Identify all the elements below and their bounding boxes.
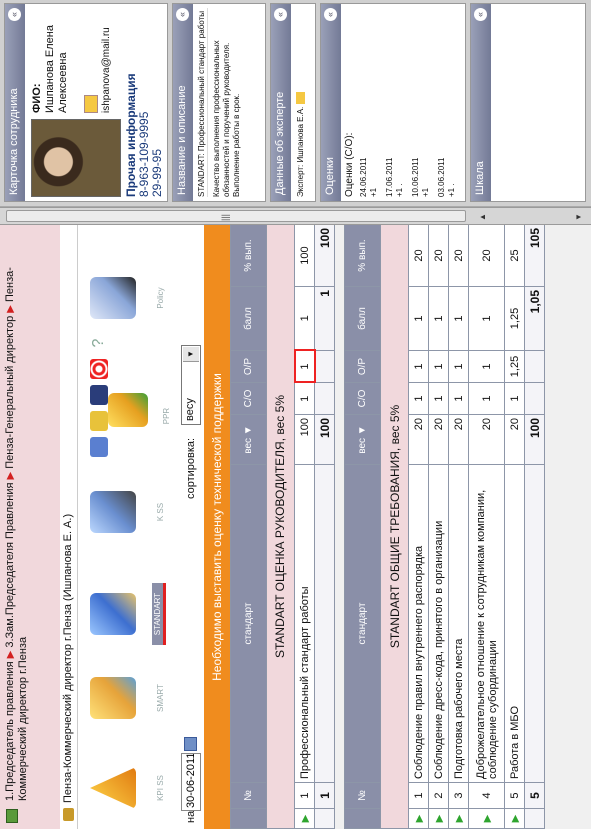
play-icon[interactable]: ▶ [433, 814, 445, 823]
email-icon[interactable] [84, 95, 98, 113]
vertical-splitter-scrollbar[interactable] [0, 207, 591, 225]
panel-header [5, 4, 25, 201]
row-op[interactable]: 1 [449, 351, 469, 383]
header-co: С/О [231, 383, 267, 415]
total-ball: 1 [315, 287, 335, 351]
header-weight-label: вес [357, 437, 368, 454]
header-num: № [231, 783, 267, 809]
notice-banner: Необходимо выставить оценку технической поддержки [204, 225, 230, 829]
date-label: на [185, 810, 197, 823]
breadcrumb-item[interactable]: 1.Председатель правления [4, 661, 16, 801]
row-num: 1 [295, 783, 315, 809]
scale-panel [470, 3, 586, 202]
standard-table-1 [230, 224, 335, 829]
play-icon[interactable]: ▶ [509, 814, 521, 823]
row-pct: 20 [409, 225, 429, 287]
play-icon[interactable]: ▶ [453, 814, 465, 823]
grades-panel [320, 3, 466, 202]
row-pct: 20 [469, 225, 505, 287]
toolbar-label: PPR [162, 407, 171, 425]
row-pct: 100 [295, 225, 315, 287]
row-weight: 20 [409, 415, 429, 465]
description-panel [172, 3, 266, 202]
sort-down-icon: ▼ [357, 425, 368, 436]
fio-label: ФИО: [31, 83, 43, 113]
total-weight: 100 [525, 415, 545, 465]
header-num: № [345, 783, 381, 809]
header-ball: балл [345, 287, 381, 351]
date-input[interactable] [181, 753, 201, 811]
row-op[interactable]: 1 [429, 351, 449, 383]
toolbar [78, 225, 178, 829]
header-weight-label: вес [243, 437, 254, 454]
panel-header [321, 4, 341, 201]
arrow-up-icon[interactable]: ▲ [478, 213, 487, 221]
header-weight[interactable] [231, 415, 267, 465]
graduation-certificate-icon [90, 277, 136, 319]
panel-header [173, 4, 193, 201]
caption-text: STANDART ОБЩИЕ ТРЕБОВАНИЯ, вес 5% [381, 225, 409, 829]
total-num: 1 [315, 783, 335, 809]
panel-title: Оценки [324, 157, 336, 195]
total-pct: 100 [315, 225, 335, 287]
header-standard: стандарт [231, 465, 267, 783]
total-pct: 105 [525, 225, 545, 287]
breadcrumb-arrow-icon: ▶ [5, 650, 16, 659]
row-ball: 1 [295, 287, 315, 351]
row-num: 4 [469, 783, 505, 809]
toolbar-item-policy[interactable] [82, 267, 170, 329]
panel-title: Карточка сотрудника [8, 88, 20, 195]
folders-icon [90, 677, 136, 719]
help-icon[interactable]: ? [90, 333, 108, 353]
row-name: Профессиональный стандарт работы [295, 465, 315, 783]
other-info-label: Прочая информация [124, 73, 138, 197]
email-icon[interactable] [296, 92, 305, 104]
row-co[interactable]: 1 [429, 383, 449, 415]
sort-select[interactable] [181, 345, 201, 425]
fio-value: Ишпанова Елена Алексеевна [44, 25, 69, 113]
panel-header [471, 4, 491, 201]
row-co[interactable]: 1 [449, 383, 469, 415]
row-num: 2 [429, 783, 449, 809]
panel-title: Данные об эксперте [274, 91, 286, 195]
table-caption [267, 225, 295, 829]
play-icon[interactable]: ▶ [413, 814, 425, 823]
grade-date: 17.06.2011 [385, 157, 394, 197]
employee-photo [31, 119, 121, 197]
phone-1: 8-963-109-9995 [137, 111, 151, 197]
grade-value: +1 . [447, 183, 456, 197]
toolbar-label: Policy [156, 287, 165, 309]
grip-icon: ||| [220, 213, 230, 221]
context-line [60, 225, 78, 829]
description-standard: STANDART: Профессиональный стандарт работы [197, 8, 208, 197]
toolbar-label: KPI SS [156, 775, 165, 801]
row-num: 3 [449, 783, 469, 809]
table-row[interactable] [469, 225, 505, 829]
table-header [231, 225, 267, 829]
header-op: О/Р [345, 351, 381, 383]
row-co[interactable]: 1 [469, 383, 505, 415]
header-op: О/Р [231, 351, 267, 383]
panel-header [271, 4, 291, 201]
breadcrumb-arrow-icon: ▶ [5, 305, 16, 313]
money-icon [108, 393, 148, 427]
row-ball: 1,25 [505, 287, 525, 351]
breadcrumb-item[interactable]: Пенза-Коммерческий директор г.Пенза [4, 267, 29, 801]
toolbar-item-ppr[interactable] [98, 385, 186, 447]
header-standard: стандарт [345, 465, 381, 783]
expert-text: Эксперт: Ишпанова Е.А. [296, 106, 305, 197]
header-play [345, 809, 381, 829]
row-op-input[interactable]: 1 [295, 351, 315, 383]
grade-date: 24.06.2011 [359, 157, 368, 197]
collapse-icon[interactable]: « [324, 8, 337, 21]
table-total-row [525, 225, 545, 829]
breadcrumb-item[interactable]: 3.Зам.Председателя Правления [4, 482, 16, 648]
collapse-icon[interactable]: « [274, 8, 287, 21]
row-name: Соблюдение дресс-кода, принятого в организации [429, 465, 449, 783]
table-header [345, 225, 381, 829]
main-area [0, 225, 591, 829]
home-icon[interactable] [6, 809, 18, 823]
row-weight: 20 [469, 415, 505, 465]
header-weight[interactable] [345, 415, 381, 465]
row-ball: 1 [449, 287, 469, 351]
right-sidebar [0, 0, 591, 207]
chevron-down-icon[interactable]: ▼ [183, 347, 199, 362]
target-icon[interactable] [90, 359, 108, 379]
table-caption [381, 225, 409, 829]
key-icon [63, 808, 74, 821]
row-pct: 20 [449, 225, 469, 287]
sort-value: весу [184, 398, 196, 421]
table-row[interactable] [449, 225, 469, 829]
collapse-icon[interactable]: « [474, 8, 487, 21]
row-op[interactable]: 1 [469, 351, 505, 383]
context-text: Пенза-Коммерческий директор г.Пенза (Ишпанова Е. А.) [62, 513, 74, 803]
row-name: Доброжелательное отношение к сотрудникам компании, соблюдение субординации [469, 465, 505, 783]
scrollbar-thumb[interactable] [6, 210, 466, 222]
total-num: 5 [525, 783, 545, 809]
toolbar-item-kpi[interactable] [82, 757, 170, 819]
panel-title: Название и описание [176, 85, 188, 195]
row-weight: 20 [449, 415, 469, 465]
table-total-row [315, 225, 335, 829]
row-pct: 25 [505, 225, 525, 287]
table-row[interactable] [409, 225, 429, 829]
row-pct: 20 [429, 225, 449, 287]
table-row[interactable] [505, 225, 525, 829]
warning-icon [90, 767, 136, 809]
calendar-icon[interactable] [184, 737, 197, 751]
breadcrumb-item[interactable]: Пенза-Генеральный директор [4, 315, 16, 469]
collapse-icon[interactable]: « [8, 8, 21, 21]
row-co[interactable]: 1 [409, 383, 429, 415]
table-row[interactable] [295, 225, 315, 829]
row-ball: 1 [469, 287, 505, 351]
header-co: С/О [345, 383, 381, 415]
toolbar-item-k[interactable] [82, 481, 170, 543]
phone-2: 29-99-95 [150, 148, 164, 197]
row-co[interactable]: 1 [295, 383, 315, 415]
coins-user-icon [90, 491, 136, 533]
grade-date: 10.06.2011 [411, 157, 420, 197]
toolbar-item-standart[interactable] [82, 583, 170, 645]
grade-date: 03.06.2011 [437, 157, 446, 197]
grade-value: +1 . [395, 183, 404, 197]
row-num: 1 [409, 783, 429, 809]
grade-value: +1 [369, 187, 378, 197]
breadcrumb-arrow-icon: ▶ [5, 471, 16, 480]
toolbar-label: STANDART [152, 583, 166, 645]
row-weight: 20 [429, 415, 449, 465]
arrow-down-icon[interactable]: ▼ [574, 213, 583, 221]
row-weight: 20 [505, 415, 525, 465]
header-pct: % вып. [345, 225, 381, 287]
standard-table-2 [344, 224, 545, 829]
row-co[interactable]: 1 [505, 383, 525, 415]
row-num: 5 [505, 783, 525, 809]
toolbar-label: K SS [156, 502, 165, 522]
grade-value: +1 [421, 187, 430, 197]
row-name: Соблюдение правил внутреннего распорядка [409, 465, 429, 783]
row-name: Работа в МБО [505, 465, 525, 783]
employee-card-panel [4, 3, 168, 202]
filter-bar [178, 225, 204, 829]
total-weight: 100 [315, 415, 335, 465]
total-ball: 1,05 [525, 287, 545, 351]
row-ball: 1 [409, 287, 429, 351]
header-pct: % вып. [231, 225, 267, 287]
panel-title: Шкала [474, 161, 486, 195]
toolbar-item-smart[interactable] [82, 667, 170, 729]
row-name: Подготовка рабочего места [449, 465, 469, 783]
grades-header: Оценки (С/О): [344, 132, 355, 197]
row-ball: 1 [429, 287, 449, 351]
description-text: Качество выполнения профессиональных обязанностей и поручений руководителя. Выполнение работы в срок. [212, 40, 241, 197]
goal-ruler-icon [90, 593, 136, 635]
play-icon[interactable]: ▶ [299, 814, 311, 823]
row-op[interactable]: 1,25 [505, 351, 525, 383]
row-op[interactable]: 1 [409, 351, 429, 383]
collapse-icon[interactable]: « [176, 8, 189, 21]
sort-label: сортировка: [185, 437, 197, 499]
toolbar-label: SMART [156, 684, 165, 712]
table-row[interactable] [429, 225, 449, 829]
sort-down-icon: ▼ [243, 425, 254, 436]
expert-panel [270, 3, 316, 202]
row-weight: 100 [295, 415, 315, 465]
play-icon[interactable]: ▶ [481, 814, 493, 823]
header-ball: балл [231, 287, 267, 351]
caption-text: STANDART ОЦЕНКА РУКОВОДИТЕЛЯ, вес 5% [267, 225, 295, 829]
email-link[interactable]: ishpanova@mail.ru [101, 27, 112, 113]
header-play [231, 809, 267, 829]
breadcrumb [0, 225, 60, 829]
